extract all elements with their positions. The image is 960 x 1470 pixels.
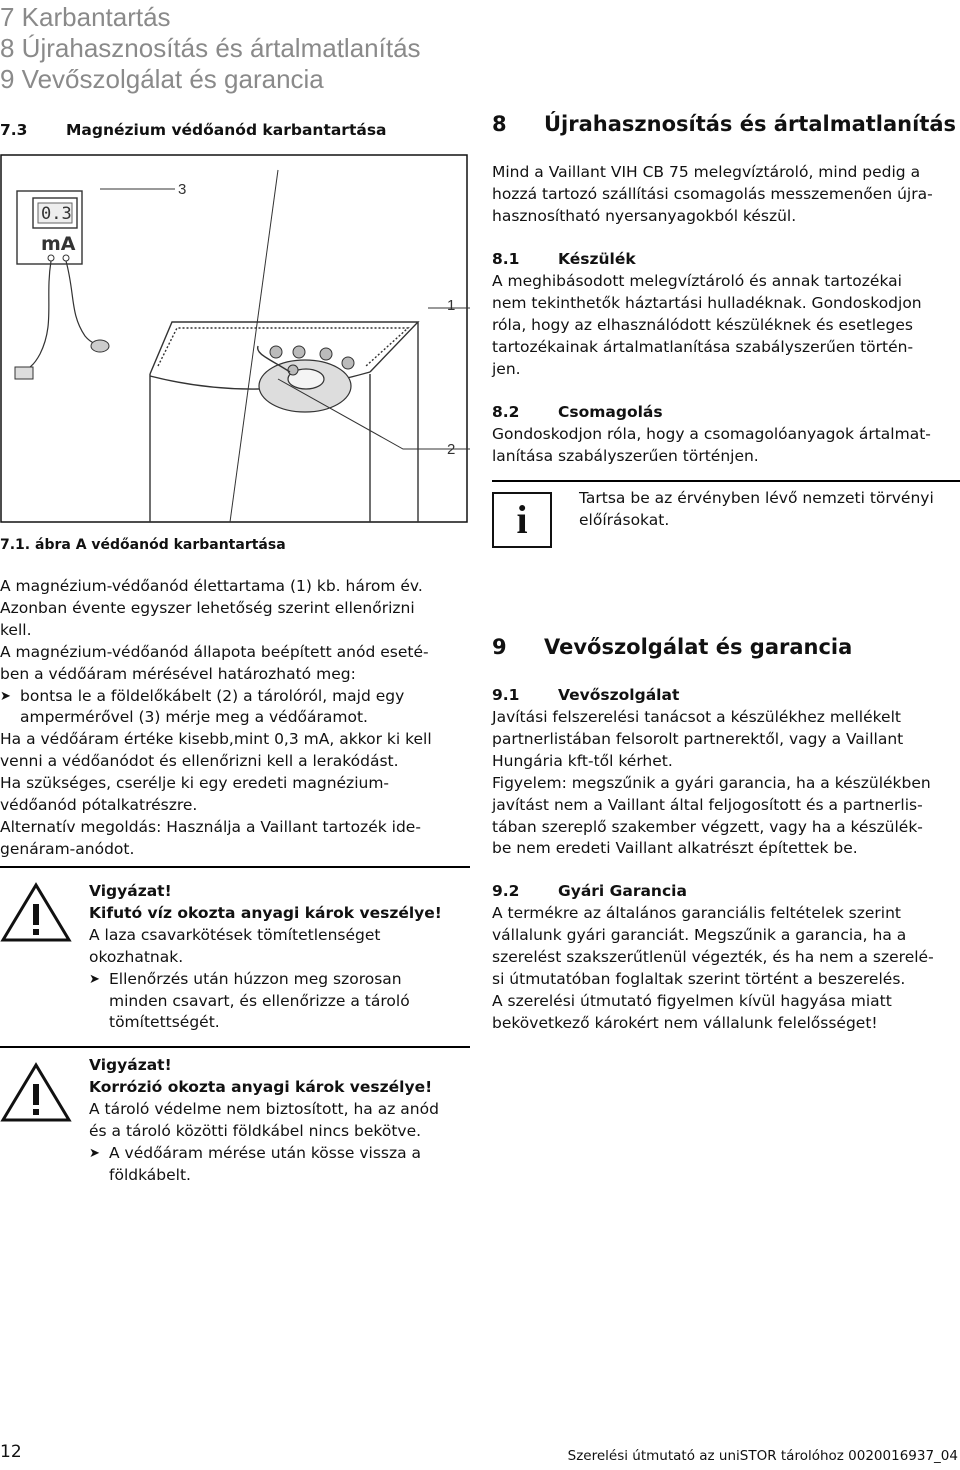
- section-8-intro: Mind a Vaillant VIH CB 75 melegvíztároló, mind pedig a hozzá tartozó szállítási csomagolás messzemenően újra- hasznosítható nyersanyagokból készül.: [492, 163, 933, 225]
- callout-2: 2: [447, 441, 456, 458]
- info-text: Tartsa be az érvényben lévő nemzeti törvényi előírásokat.: [579, 489, 934, 529]
- subsection-title: Gyári Garancia: [558, 882, 687, 900]
- section-title: Újrahasznosítás és ártalmatlanítás: [544, 112, 957, 136]
- section-title: Magnézium védőanód karbantartása: [66, 121, 387, 139]
- figure-anode-maintenance: [0, 154, 470, 524]
- arrow-bullet-icon: ➤: [89, 1145, 100, 1161]
- list-item: [89, 1143, 470, 1187]
- warning-heading: Vigyázat!: [89, 882, 172, 900]
- meter-unit: mA: [41, 233, 76, 255]
- info-icon: [492, 492, 552, 548]
- list-item-text: Ellenőrzés után húzzon meg szorosan minden csavart, és ellenőrizze a tároló tömítettségét.: [109, 969, 410, 1032]
- subsection-number: 8.1: [492, 250, 520, 268]
- info-top-rule: [492, 480, 960, 482]
- subsection-title: Vevőszolgálat: [558, 686, 680, 704]
- section-number: 8: [492, 112, 507, 136]
- arrow-bullet-icon: ➤: [0, 688, 11, 704]
- warning-text: A tároló védelme nem biztosított, ha az anód és a tároló közötti földkábel nincs bekötve.: [89, 1099, 439, 1140]
- warning-2-top-rule: [0, 1046, 470, 1048]
- warning-subheading: Kifutó víz okozta anyagi károk veszélye!: [89, 903, 442, 922]
- section-7-3-heading: [0, 120, 387, 142]
- section-8-2-text: Gondoskodjon róla, hogy a csomagolóanyagok ártalmat- lanítása szabályszerűen történjen.: [492, 425, 931, 465]
- section-number: 7.3: [0, 121, 28, 139]
- section-8-1-text: A meghibásodott melegvíztároló és annak tartozékai nem tekinthetők háztartási hulladéknak. Gondoskodjon róla, hogy az elhasználódott készüléknek és esetleges tartozékainak ártalmatlanítása szabályszerűen történ- jen.: [492, 272, 922, 378]
- page-header: [0, 2, 421, 95]
- section-9-1-heading: [492, 685, 679, 707]
- section-9-heading: [492, 637, 852, 659]
- footer-text: Szerelési útmutató az uniSTOR tárolóhoz 0020016937_04: [567, 1448, 958, 1464]
- figure-illustration: [0, 154, 470, 524]
- section-8-1-heading: [492, 249, 636, 271]
- arrow-bullet-icon: ➤: [89, 971, 100, 987]
- section-9-2-text: A termékre az általános garanciális feltételek szerint vállalunk gyári garanciát. Megszűnik a garancia, ha a szerelést szakszerűtlenül végezték, és ha nem a szerelé- si útmutatóban foglaltak szerint történt a beszerelés. A szerelési útmutató figyelmen kívül hagyása miatt bekövetkező károkért nem vállalunk felelősséget!: [492, 904, 934, 1032]
- list-item: [89, 969, 470, 1035]
- subsection-number: 9.2: [492, 882, 520, 900]
- section-title: Vevőszolgálat és garancia: [544, 635, 853, 659]
- body-paragraph-2: Ha a védőáram értéke kisebb,mint 0,3 mA, akkor ki kell venni a védőanódot és ellenőrizni kell a lerakódást. Ha szükséges, cserélje ki egy eredeti magnézium- védőanód pótalkatrészre. Alternatív megoldás: Használja a Vaillant tartozék ide- genáram-anódot.: [0, 730, 432, 858]
- warning-1: [89, 881, 470, 1034]
- header-line-1: 7 Karbantartás: [0, 2, 171, 32]
- section-8-heading: [492, 114, 956, 136]
- warning-1-top-rule: [0, 866, 470, 868]
- header-line-3: 9 Vevőszolgálat és garancia: [0, 64, 324, 94]
- warning-subheading: Korrózió okozta anyagi károk veszélye!: [89, 1077, 433, 1096]
- warning-text: A laza csavarkötések tömítetlenséget okozhatnak.: [89, 925, 381, 966]
- warning-1-icon: [0, 882, 72, 942]
- section-7-body: [0, 576, 470, 861]
- body-paragraph-1: A magnézium-védőanód élettartama (1) kb. három év. Azonban évente egyszer lehetőség szerint ellenőrizni kell. A magnézium-védőanód állapota beépített anód eseté- ben a védőáram mérésével határozható meg:: [0, 577, 429, 683]
- header-line-2: 8 Újrahasznosítás és ártalmatlanítás: [0, 33, 421, 63]
- subsection-number: 9.1: [492, 686, 520, 704]
- warning-2: [89, 1055, 470, 1186]
- callout-1: 1: [447, 297, 456, 314]
- warning-triangle-icon: [0, 1062, 72, 1122]
- callout-3: 3: [178, 181, 187, 198]
- page-number: 12: [0, 1442, 22, 1462]
- warning-triangle-icon: [0, 882, 72, 942]
- meter-display: 0.3: [41, 204, 72, 224]
- list-item-text: bontsa le a földelőkábelt (2) a tárolóról, majd egy ampermérővel (3) mérje meg a védőáramot.: [20, 686, 405, 727]
- subsection-title: Készülék: [558, 250, 636, 268]
- info-icon-letter: i: [516, 497, 528, 542]
- warning-heading: Vigyázat!: [89, 1056, 172, 1074]
- warning-2-icon: [0, 1062, 72, 1122]
- list-item-text: A védőáram mérése után kösse vissza a földkábelt.: [109, 1143, 422, 1184]
- list-item: [0, 686, 470, 730]
- section-8-2-heading: [492, 402, 663, 424]
- subsection-title: Csomagolás: [558, 403, 663, 421]
- subsection-number: 8.2: [492, 403, 520, 421]
- section-9-1-text: Javítási felszerelési tanácsot a készülékhez mellékelt partnerlistában felsorolt partnerektől, vagy a Vaillant Hungária kft-től kérhet. Figyelem: megszűnik a gyári garancia, ha a készülékben javítást nem a Vaillant által feljogosított és a partnerlis- tában szereplő szakember végzett, vagy ha a készülék- be nem eredeti Vaillant alkatrészt építettek be.: [492, 708, 931, 858]
- figure-caption: 7.1. ábra A védőanód karbantartása: [0, 537, 286, 553]
- section-9-2-heading: [492, 881, 687, 903]
- section-number: 9: [492, 635, 507, 659]
